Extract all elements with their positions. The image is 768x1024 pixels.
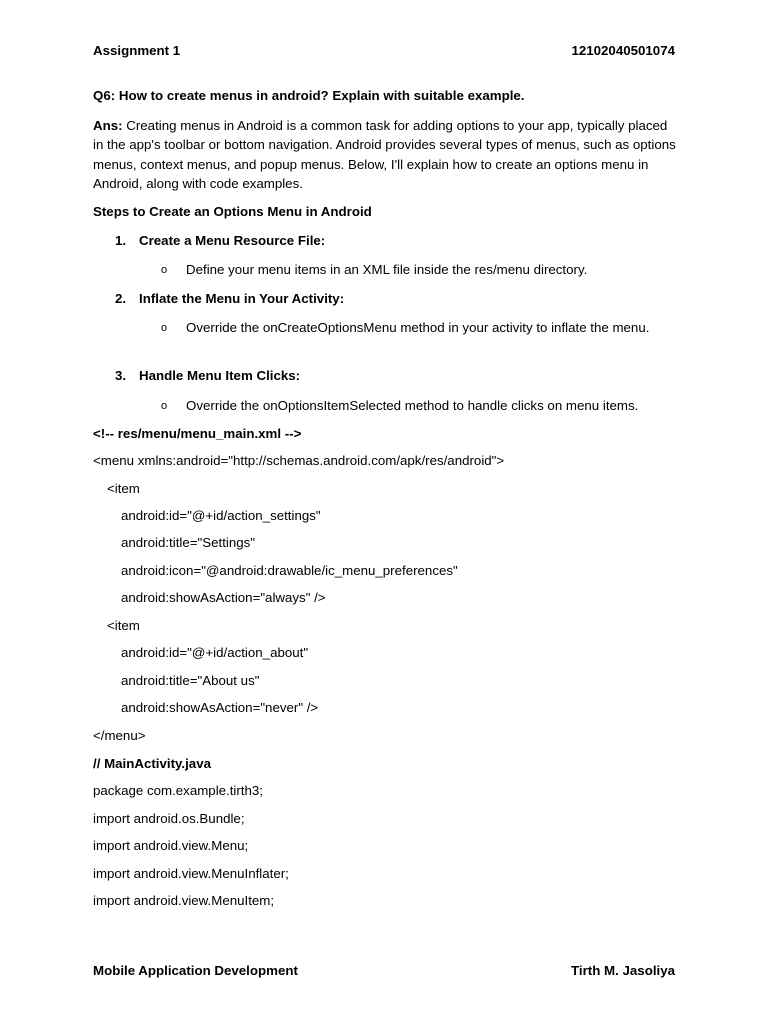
java-file-comment: // MainActivity.java: [93, 756, 211, 771]
steps-heading: Steps to Create an Options Menu in Android: [93, 204, 372, 219]
footer-author: Tirth M. Jasoliya: [571, 963, 675, 978]
code-line: import android.os.Bundle;: [93, 811, 245, 826]
code-line: import android.view.Menu;: [93, 838, 249, 853]
step-bullet-text: Override the onCreateOptionsMenu method in your activity to inflate the menu.: [186, 320, 650, 335]
code-line: android:title="Settings": [121, 535, 255, 550]
code-line: <item: [107, 481, 140, 496]
code-line: android:id="@+id/action_settings": [121, 508, 321, 523]
bullet-icon: o: [161, 264, 168, 276]
step-number: 2.: [115, 291, 127, 306]
answer-paragraph: [93, 116, 678, 194]
header-id: 12102040501074: [571, 43, 675, 58]
code-line: import android.view.MenuInflater;: [93, 866, 289, 881]
footer-subject: Mobile Application Development: [93, 963, 298, 978]
step-bullet-text: Define your menu items in an XML file inside the res/menu directory.: [186, 262, 588, 277]
code-line: android:icon="@android:drawable/ic_menu_preferences": [121, 563, 458, 578]
step-title: Handle Menu Item Clicks:: [139, 368, 301, 383]
xml-file-comment: <!-- res/menu/menu_main.xml -->: [93, 426, 302, 441]
code-line: import android.view.MenuItem;: [93, 893, 275, 908]
answer-text: Creating menus in Android is a common task for adding options to your app, typically placed in the app's toolbar or bottom navigation. Android provides several types of menus, such as options menus, context menus, and popup menus. Below, I'll explain how to create an options menu in Android, along with code examples.: [93, 118, 676, 192]
code-line: package com.example.tirth3;: [93, 783, 263, 798]
code-line: </menu>: [93, 728, 146, 743]
bullet-icon: o: [161, 322, 168, 334]
code-line: android:showAsAction="never" />: [121, 700, 319, 715]
code-line: <menu xmlns:android="http://schemas.android.com/apk/res/android">: [93, 453, 505, 468]
code-line: android:id="@+id/action_about": [121, 645, 309, 660]
header-title: Assignment 1: [93, 43, 181, 58]
answer-label: Ans:: [93, 118, 123, 133]
step-title: Create a Menu Resource File:: [139, 233, 326, 248]
question-heading: Q6: How to create menus in android? Explain with suitable example.: [93, 88, 525, 103]
bullet-icon: o: [161, 400, 168, 412]
step-number: 1.: [115, 233, 127, 248]
step-bullet-text: Override the onOptionsItemSelected method to handle clicks on menu items.: [186, 398, 639, 413]
step-title: Inflate the Menu in Your Activity:: [139, 291, 345, 306]
code-line: <item: [107, 618, 140, 633]
step-number: 3.: [115, 368, 127, 383]
code-line: android:title="About us": [121, 673, 260, 688]
code-line: android:showAsAction="always" />: [121, 590, 326, 605]
